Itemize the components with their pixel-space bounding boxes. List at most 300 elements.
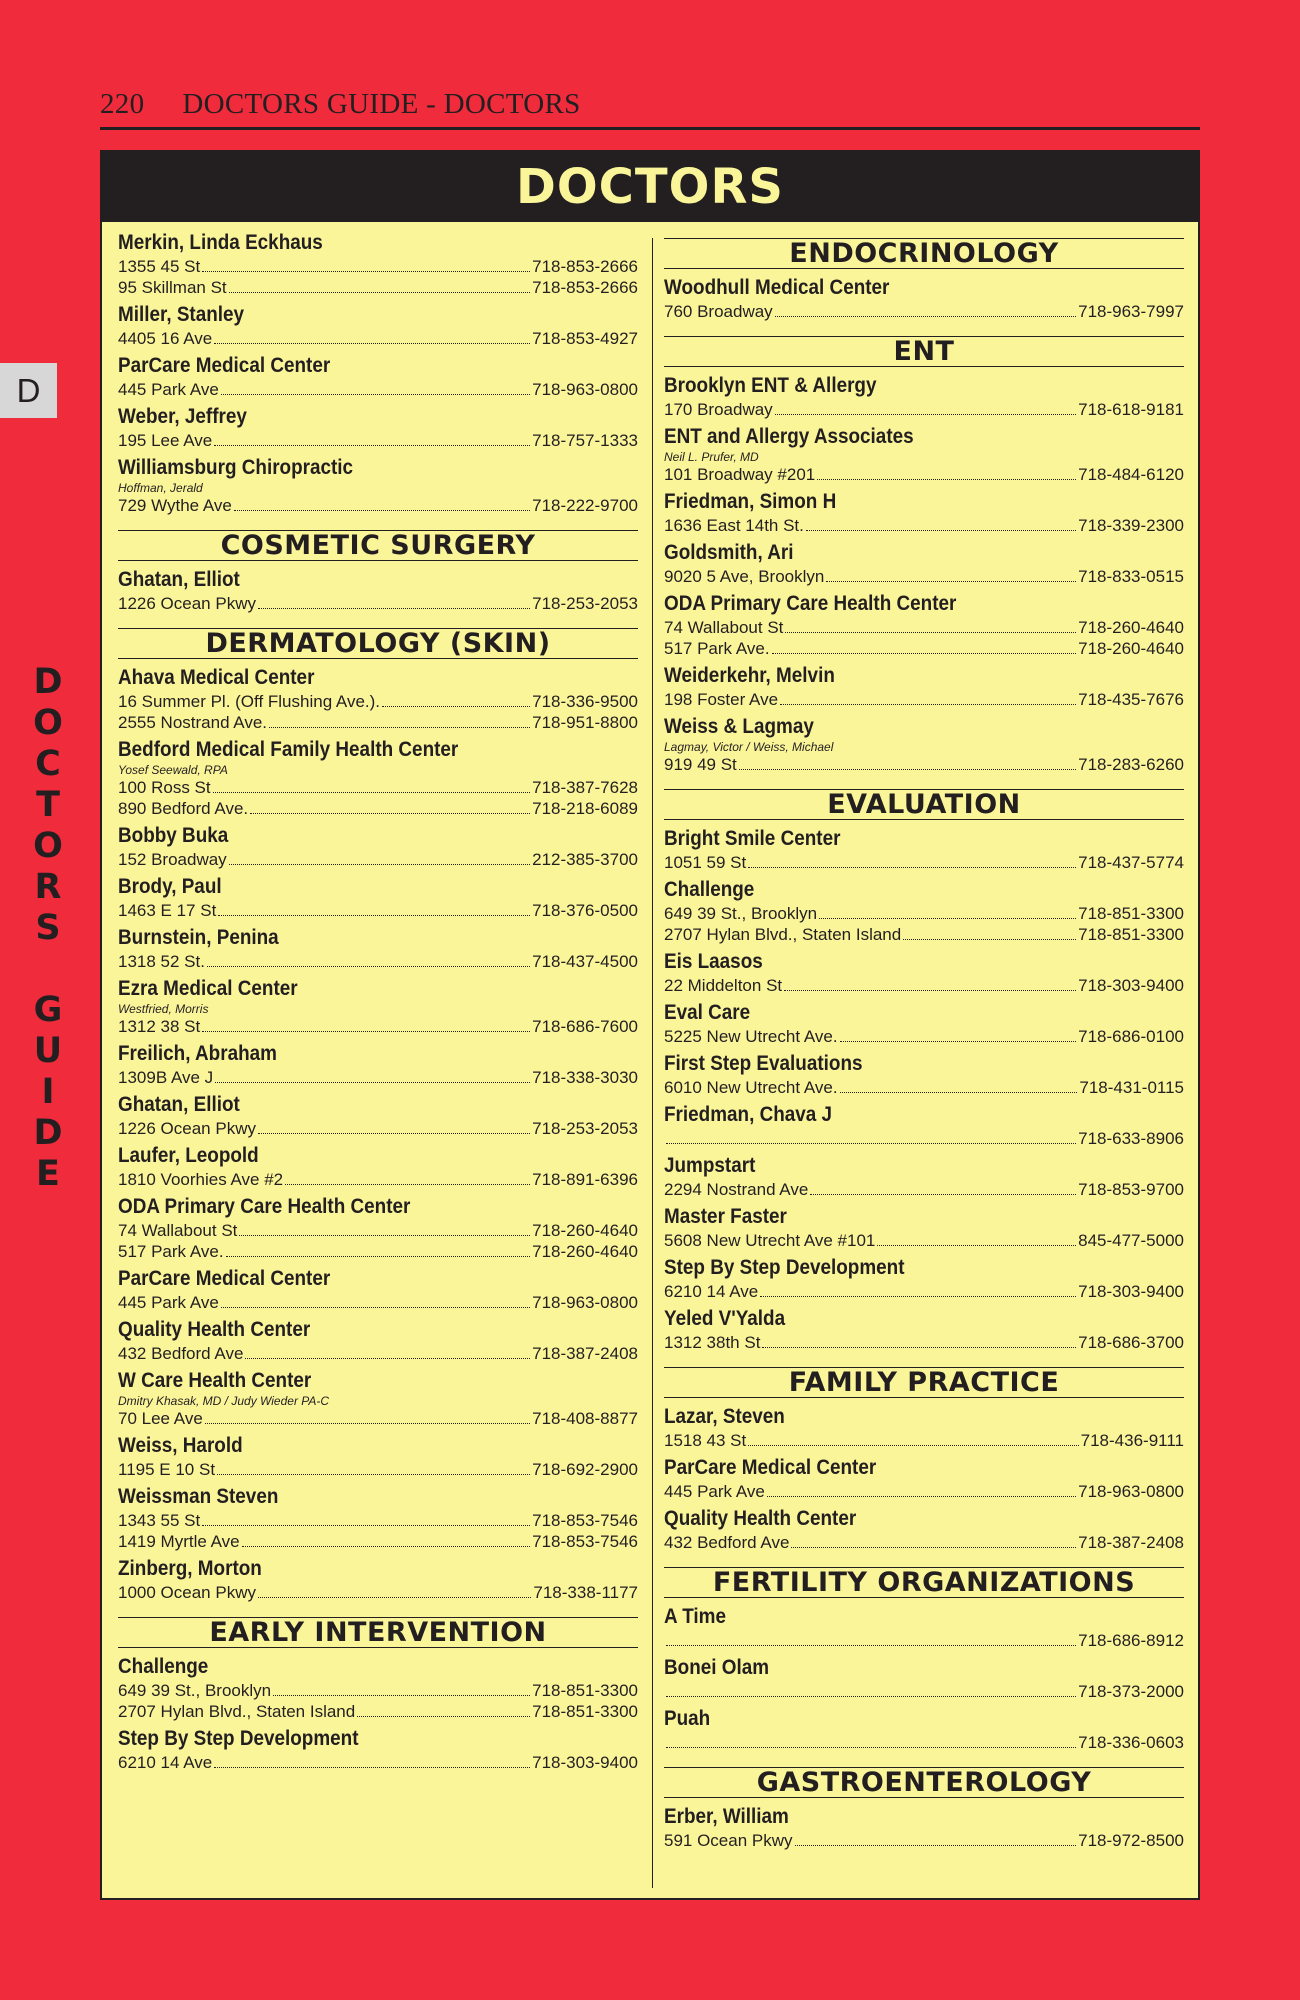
listing-address: 74 Wallabout St — [118, 1221, 238, 1240]
listing-phone: 718-338-1177 — [533, 1583, 638, 1602]
listing-address: 1318 52 St. — [118, 952, 205, 971]
listing-name: Weissman Steven — [118, 1485, 279, 1508]
listing-phone: 718-431-0115 — [1079, 1078, 1184, 1097]
listing-name: Lazar, Steven — [664, 1405, 785, 1428]
dot-leader — [207, 966, 530, 967]
listing-phone: 718-387-2408 — [532, 1344, 638, 1363]
section-tab: D — [0, 363, 57, 418]
listing-name: Woodhull Medical Center — [664, 276, 890, 299]
side-title-letter: O — [33, 703, 63, 743]
listing-phone: 718-853-2666 — [532, 278, 638, 297]
listing-address: 1226 Ocean Pkwy — [118, 594, 256, 613]
listing-address: 649 39 St., Brooklyn — [118, 1681, 272, 1700]
listing-address: 2555 Nostrand Ave. — [118, 713, 268, 732]
side-vertical-title — [28, 662, 68, 1195]
dot-leader — [795, 1845, 1077, 1846]
listing-name: Bright Smile Center — [664, 827, 841, 850]
panel-title: DOCTORS — [102, 152, 1198, 222]
listing-name: Friedman, Simon H — [664, 490, 837, 513]
listing-line — [118, 1241, 638, 1262]
side-title-letter: G — [33, 990, 63, 1030]
side-title-letter: T — [36, 785, 60, 825]
listing-line — [118, 1118, 638, 1139]
listing-phone: 718-686-7600 — [532, 1017, 638, 1036]
listing-entry — [664, 591, 1184, 659]
side-title-letter: R — [34, 867, 62, 907]
listing-line — [118, 430, 638, 451]
dot-leader — [214, 445, 530, 446]
listing-name: Zinberg, Morton — [118, 1557, 262, 1580]
listing-line — [664, 1332, 1184, 1353]
dot-leader — [258, 608, 530, 609]
section-heading: EARLY INTERVENTION — [118, 1617, 638, 1648]
listing-name: Step By Step Development — [664, 1256, 905, 1279]
listing-address: 760 Broadway — [664, 302, 773, 321]
listing-name: ENT and Allergy Associates — [664, 425, 914, 448]
dot-leader — [239, 1235, 530, 1236]
dot-leader — [748, 1445, 1078, 1446]
listing-line — [118, 951, 638, 972]
listing-entry — [118, 404, 638, 451]
listing-phone: 718-336-9500 — [532, 692, 638, 711]
listing-phone: 718-218-6089 — [532, 799, 638, 818]
listing-line — [664, 566, 1184, 587]
dot-leader — [806, 530, 1076, 531]
listing-line — [118, 712, 638, 733]
listing-phone: 718-408-8877 — [532, 1409, 638, 1428]
listing-address: 170 Broadway — [664, 400, 773, 419]
listing-line — [118, 1067, 638, 1088]
listing-phone: 845-477-5000 — [1078, 1231, 1184, 1250]
side-title-letter: C — [35, 744, 61, 784]
listing-name: Erber, William — [664, 1805, 789, 1828]
listing-entry — [118, 1556, 638, 1603]
listing-phone: 212-385-3700 — [532, 850, 638, 869]
listing-phone: 718-833-0515 — [1078, 567, 1184, 586]
listing-name: Bobby Buka — [118, 824, 229, 847]
listing-address: 74 Wallabout St — [664, 618, 784, 637]
listing-address: 890 Bedford Ave. — [118, 799, 249, 818]
listing-name: Weiss, Harold — [118, 1434, 243, 1457]
dot-leader — [213, 792, 531, 793]
listing-line — [664, 1179, 1184, 1200]
listing-name: ParCare Medical Center — [118, 354, 331, 377]
listing-entry — [118, 455, 638, 516]
section-heading: GASTROENTEROLOGY — [664, 1767, 1184, 1798]
dot-leader — [229, 864, 530, 865]
listing-line — [664, 1026, 1184, 1047]
listing-address: 1051 59 St — [664, 853, 747, 872]
listing-entry — [118, 1433, 638, 1480]
listing-phone: 718-260-4640 — [532, 1221, 638, 1240]
listing-phone: 718-373-2000 — [1078, 1682, 1184, 1701]
listing-phone: 718-260-4640 — [532, 1242, 638, 1261]
dot-leader — [666, 1143, 1076, 1144]
column-divider — [652, 238, 653, 1888]
listing-entry — [664, 826, 1184, 873]
listing-phone: 718-336-0603 — [1078, 1733, 1184, 1752]
listing-line — [118, 1169, 638, 1190]
dot-leader — [666, 1645, 1076, 1646]
page-number: 220 — [100, 88, 145, 120]
listing-address: 1810 Voorhies Ave #2 — [118, 1170, 284, 1189]
listing-address: 649 39 St., Brooklyn — [664, 904, 818, 923]
listing-entry — [664, 424, 1184, 485]
dot-leader — [205, 1423, 530, 1424]
listing-line — [118, 593, 638, 614]
listing-address: 445 Park Ave — [664, 1482, 765, 1501]
listing-entry — [664, 1102, 1184, 1149]
listing-line — [118, 495, 638, 516]
listing-name: Burnstein, Penina — [118, 926, 279, 949]
dot-leader — [775, 316, 1076, 317]
listing-entry — [118, 1368, 638, 1429]
listing-address: 1000 Ocean Pkwy — [118, 1583, 256, 1602]
side-title-letter: E — [36, 1154, 60, 1194]
dot-leader — [229, 292, 530, 293]
listing-address: 517 Park Ave. — [118, 1242, 224, 1261]
listing-line — [664, 903, 1184, 924]
running-title: DOCTORS GUIDE - DOCTORS — [182, 88, 581, 120]
listing-address: 4405 16 Ave — [118, 329, 213, 348]
listing-line — [664, 1681, 1184, 1702]
listing-phone: 718-633-8906 — [1078, 1129, 1184, 1148]
listing-address: 16 Summer Pl. (Off Flushing Ave.). — [118, 692, 381, 711]
dot-leader — [772, 653, 1077, 654]
dot-leader — [269, 727, 530, 728]
listing-line — [118, 1701, 638, 1722]
listing-line — [118, 777, 638, 798]
listing-line — [664, 464, 1184, 485]
listing-line — [118, 1459, 638, 1480]
dot-leader — [791, 1547, 1076, 1548]
listing-address: 445 Park Ave — [118, 380, 219, 399]
dot-leader — [840, 1092, 1078, 1093]
listing-phone: 718-963-0800 — [532, 1293, 638, 1312]
listing-line — [118, 1016, 638, 1037]
listing-line — [118, 1408, 638, 1429]
listing-line — [118, 1531, 638, 1552]
listing-phone: 718-435-7676 — [1078, 690, 1184, 709]
listing-entry — [118, 353, 638, 400]
listing-address: 1355 45 St — [118, 257, 201, 276]
listing-phone: 718-853-9700 — [1078, 1180, 1184, 1199]
listing-contact: Neil L. Prufer, MD — [664, 450, 759, 464]
listing-name: A Time — [664, 1605, 726, 1628]
listing-phone: 718-303-9400 — [1078, 1282, 1184, 1301]
listing-entry — [664, 1204, 1184, 1251]
listing-phone: 718-436-9111 — [1080, 1431, 1184, 1450]
dot-leader — [666, 1747, 1076, 1748]
dot-leader — [250, 813, 530, 814]
listing-entry — [664, 1604, 1184, 1651]
listing-line — [664, 852, 1184, 873]
listing-line — [664, 1230, 1184, 1251]
listing-phone: 718-686-0100 — [1078, 1027, 1184, 1046]
listing-phone: 718-303-9400 — [532, 1753, 638, 1772]
listing-entry — [118, 302, 638, 349]
listing-line — [118, 379, 638, 400]
listing-line — [664, 1732, 1184, 1753]
listing-line — [118, 1752, 638, 1773]
listing-entry — [664, 1306, 1184, 1353]
listing-line — [118, 1680, 638, 1701]
listing-address: 591 Ocean Pkwy — [664, 1831, 793, 1850]
dot-leader — [784, 990, 1076, 991]
dot-leader — [202, 271, 530, 272]
listing-name: Ghatan, Elliot — [118, 1093, 240, 1116]
listing-address: 5608 New Utrecht Ave #101 — [664, 1231, 876, 1250]
listing-address: 432 Bedford Ave — [118, 1344, 244, 1363]
listing-name: ParCare Medical Center — [118, 1267, 331, 1290]
listing-name: Bedford Medical Family Health Center — [118, 738, 459, 761]
listing-address: 517 Park Ave. — [664, 639, 770, 658]
listing-address: 1419 Myrtle Ave — [118, 1532, 240, 1551]
section-heading: DERMATOLOGY (SKIN) — [118, 628, 638, 659]
listing-address: 5225 New Utrecht Ave. — [664, 1027, 838, 1046]
listing-entry — [118, 1654, 638, 1722]
listing-address: 22 Middelton St — [664, 976, 783, 995]
dot-leader — [775, 414, 1076, 415]
dot-leader — [767, 1496, 1076, 1497]
listing-phone: 718-963-7997 — [1078, 302, 1184, 321]
listing-entry — [664, 1706, 1184, 1753]
listing-line — [118, 691, 638, 712]
section-heading: EVALUATION — [664, 789, 1184, 820]
dot-leader — [382, 706, 530, 707]
listing-name: Quality Health Center — [118, 1318, 311, 1341]
listing-address: 432 Bedford Ave — [664, 1533, 790, 1552]
listing-line — [664, 689, 1184, 710]
listing-phone: 718-253-2053 — [532, 594, 638, 613]
listing-entry — [118, 823, 638, 870]
listing-name: Ghatan, Elliot — [118, 568, 240, 591]
listing-phone: 718-851-3300 — [1078, 904, 1184, 923]
side-title-letter: U — [33, 1031, 63, 1071]
listing-entry — [664, 1000, 1184, 1047]
dot-leader — [840, 1041, 1077, 1042]
listing-address: 6210 14 Ave — [118, 1753, 213, 1772]
listing-address: 1309B Ave J — [118, 1068, 214, 1087]
listing-entry — [118, 874, 638, 921]
listing-entry — [664, 489, 1184, 536]
dot-leader — [739, 769, 1076, 770]
listing-entry — [664, 714, 1184, 775]
listing-entry — [664, 1655, 1184, 1702]
dot-leader — [202, 1525, 530, 1526]
listing-phone: 718-283-6260 — [1078, 755, 1184, 774]
listing-name: Puah — [664, 1707, 711, 1730]
side-title-letter: S — [35, 908, 61, 948]
listing-phone: 718-692-2900 — [532, 1460, 638, 1479]
listing-entry — [118, 1266, 638, 1313]
listing-phone: 718-260-4640 — [1078, 639, 1184, 658]
listing-entry — [118, 1317, 638, 1364]
listing-entry — [664, 1404, 1184, 1451]
listing-line — [118, 798, 638, 819]
listing-name: Williamsburg Chiropractic — [118, 456, 354, 479]
listing-address: 95 Skillman St — [118, 278, 227, 297]
listing-contact: Yosef Seewald, RPA — [118, 763, 228, 777]
listing-address: 1343 55 St — [118, 1511, 201, 1530]
right-column — [664, 230, 1184, 1855]
listing-name: ParCare Medical Center — [664, 1456, 877, 1479]
listing-contact: Hoffman, Jerald — [118, 481, 203, 495]
listing-line — [664, 975, 1184, 996]
listing-line — [664, 301, 1184, 322]
listing-address: 1463 E 17 St — [118, 901, 217, 920]
dot-leader — [748, 867, 1076, 868]
listing-name: Jumpstart — [664, 1154, 756, 1177]
listing-address: 152 Broadway — [118, 850, 227, 869]
listing-phone: 718-853-4927 — [532, 329, 638, 348]
listing-entry — [118, 976, 638, 1037]
listing-name: Freilich, Abraham — [118, 1042, 277, 1065]
listing-name: Friedman, Chava J — [664, 1103, 833, 1126]
listing-address: 1312 38 St — [118, 1017, 201, 1036]
listing-phone: 718-387-7628 — [532, 778, 638, 797]
section-heading: FAMILY PRACTICE — [664, 1367, 1184, 1398]
listing-name: Quality Health Center — [664, 1507, 857, 1530]
listing-contact: Lagmay, Victor / Weiss, Michael — [664, 740, 834, 754]
dot-leader — [357, 1716, 530, 1717]
listing-name: Miller, Stanley — [118, 303, 245, 326]
listing-line — [118, 900, 638, 921]
listing-entry — [664, 1255, 1184, 1302]
listing-phone: 718-253-2053 — [532, 1119, 638, 1138]
listing-phone: 718-437-4500 — [532, 952, 638, 971]
dot-leader — [215, 1082, 530, 1083]
listing-entry — [664, 1051, 1184, 1098]
dot-leader — [218, 915, 530, 916]
listing-entry — [118, 230, 638, 298]
listing-contact: Westfried, Morris — [118, 1002, 209, 1016]
listing-entry — [118, 1726, 638, 1773]
listing-address: 70 Lee Ave — [118, 1409, 203, 1428]
listing-line — [664, 515, 1184, 536]
listing-address: 195 Lee Ave — [118, 431, 213, 450]
listing-phone: 718-853-2666 — [532, 257, 638, 276]
listing-name: ODA Primary Care Health Center — [118, 1195, 411, 1218]
listing-entry — [664, 949, 1184, 996]
listing-name: Eis Laasos — [664, 950, 763, 973]
listing-entry — [118, 737, 638, 819]
listing-address: 1226 Ocean Pkwy — [118, 1119, 256, 1138]
listing-line — [664, 1630, 1184, 1651]
listing-phone: 718-851-3300 — [532, 1681, 638, 1700]
listing-address: 6210 14 Ave — [664, 1282, 759, 1301]
listing-entry — [664, 1455, 1184, 1502]
listing-address: 6010 New Utrecht Ave. — [664, 1078, 838, 1097]
listing-name: Laufer, Leopold — [118, 1144, 259, 1167]
dot-leader — [760, 1296, 1076, 1297]
listing-name: Weiss & Lagmay — [664, 715, 814, 738]
listing-entry — [118, 665, 638, 733]
listing-phone: 718-339-2300 — [1078, 516, 1184, 535]
listing-line — [664, 924, 1184, 945]
listing-name: Challenge — [118, 1655, 209, 1678]
listing-address: 919 49 St — [664, 755, 737, 774]
listing-name: Merkin, Linda Eckhaus — [118, 231, 323, 254]
dot-leader — [234, 510, 530, 511]
listing-entry — [664, 373, 1184, 420]
listing-name: Ezra Medical Center — [118, 977, 298, 1000]
listing-line — [118, 1343, 638, 1364]
listing-line — [664, 1077, 1184, 1098]
listing-entry — [664, 1506, 1184, 1553]
listing-entry — [664, 540, 1184, 587]
dot-leader — [810, 1194, 1076, 1195]
left-column — [118, 230, 638, 1777]
listing-line — [118, 256, 638, 277]
listing-line — [664, 1281, 1184, 1302]
listing-entry — [118, 1092, 638, 1139]
dot-leader — [258, 1133, 530, 1134]
dot-leader — [214, 1767, 530, 1768]
listing-name: Weiderkehr, Melvin — [664, 664, 835, 687]
listing-address: 445 Park Ave — [118, 1293, 219, 1312]
listing-address: 9020 5 Ave, Brooklyn — [664, 567, 825, 586]
listing-name: ODA Primary Care Health Center — [664, 592, 957, 615]
listing-phone: 718-963-0800 — [1078, 1482, 1184, 1501]
listing-phone: 718-376-0500 — [532, 901, 638, 920]
listing-contact: Dmitry Khasak, MD / Judy Wieder PA-C — [118, 1394, 330, 1408]
listing-address: 2707 Hylan Blvd., Staten Island — [118, 1702, 356, 1721]
listing-phone: 718-686-3700 — [1078, 1333, 1184, 1352]
listing-name: Yeled V'Yalda — [664, 1307, 786, 1330]
listing-name: Brooklyn ENT & Allergy — [664, 374, 877, 397]
listing-phone: 718-222-9700 — [532, 496, 638, 515]
listing-phone: 718-853-7546 — [532, 1511, 638, 1530]
listing-line — [118, 277, 638, 298]
listing-address: 198 Foster Ave — [664, 690, 779, 709]
listing-address: 729 Wythe Ave — [118, 496, 232, 515]
listing-phone: 718-951-8800 — [532, 713, 638, 732]
listing-entry — [664, 275, 1184, 322]
dot-leader — [226, 1256, 531, 1257]
listing-address: 101 Broadway #201 — [664, 465, 816, 484]
listing-phone: 718-972-8500 — [1078, 1831, 1184, 1850]
dot-leader — [817, 479, 1076, 480]
listing-line — [118, 1292, 638, 1313]
side-title-letter: D — [33, 662, 63, 702]
section-heading: ENT — [664, 336, 1184, 367]
listing-phone: 718-686-8912 — [1078, 1631, 1184, 1650]
listing-entry — [118, 1194, 638, 1262]
listing-phone: 718-618-9181 — [1078, 400, 1184, 419]
listing-entry — [664, 663, 1184, 710]
listing-phone: 718-851-3300 — [532, 1702, 638, 1721]
listing-phone: 718-387-2408 — [1078, 1533, 1184, 1552]
running-header — [100, 88, 1200, 130]
dot-leader — [202, 1031, 530, 1032]
dot-leader — [666, 1696, 1076, 1697]
listing-address: 100 Ross St — [118, 778, 211, 797]
listing-line — [664, 1481, 1184, 1502]
listing-line — [118, 1582, 638, 1603]
listing-entry — [118, 925, 638, 972]
listing-phone: 718-963-0800 — [532, 380, 638, 399]
listing-line — [118, 1510, 638, 1531]
listing-phone: 718-484-6120 — [1078, 465, 1184, 484]
dot-leader — [245, 1358, 530, 1359]
dot-leader — [819, 918, 1076, 919]
listing-name: W Care Health Center — [118, 1369, 312, 1392]
dot-leader — [903, 939, 1076, 940]
listing-phone: 718-853-7546 — [532, 1532, 638, 1551]
listing-entry — [664, 877, 1184, 945]
listing-name: Goldsmith, Ari — [664, 541, 794, 564]
